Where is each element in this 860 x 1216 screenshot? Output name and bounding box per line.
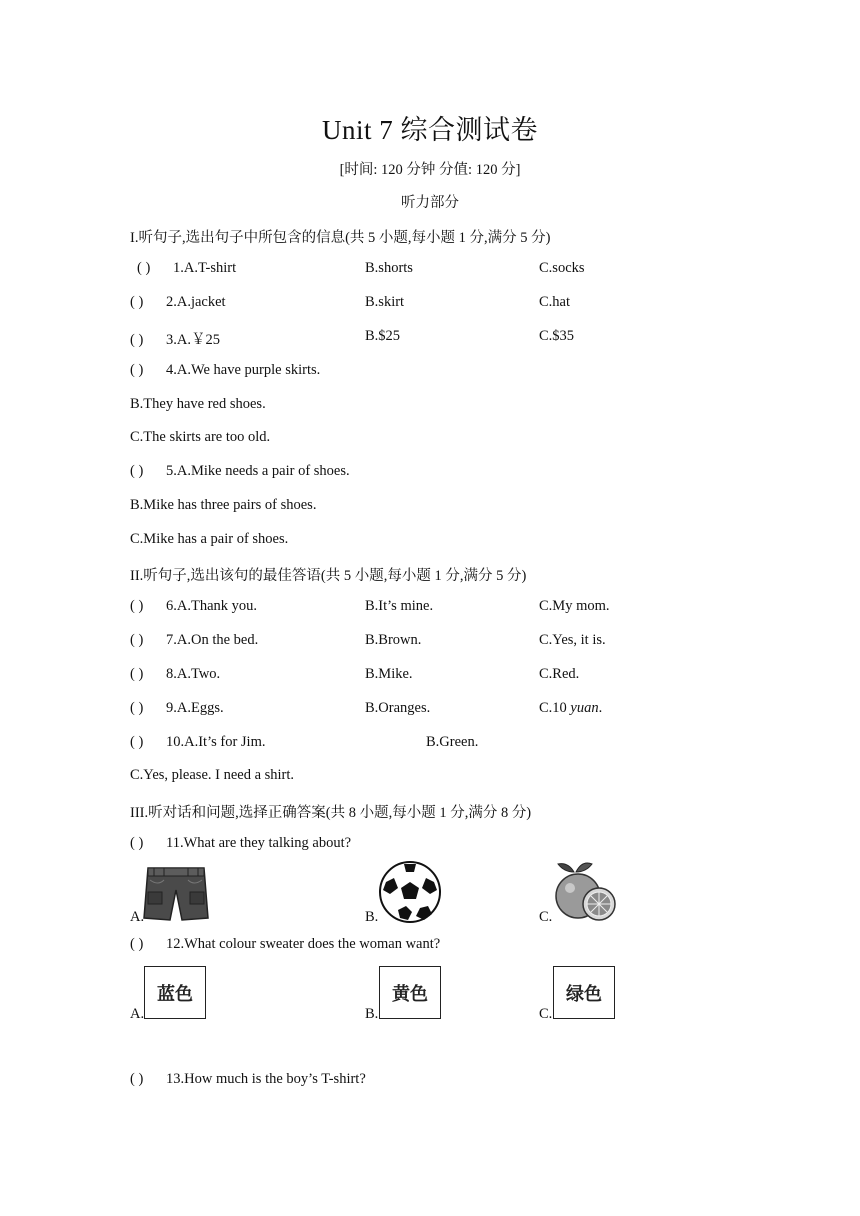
q8-option-c: C.Red. [539,666,580,682]
q5-option-b: B.Mike has three pairs of shoes. [130,497,317,513]
answer-blank[interactable]: ( ) [130,463,144,479]
q1-option-a: 1.A.T-shirt [173,260,237,276]
q12-option-a-label: A. [130,1006,145,1022]
q12-option-c-label: C. [539,1006,553,1022]
answer-blank[interactable]: ( ) [130,632,144,648]
part1-heading: I.听句子,选出句子中所包含的信息(共 5 小题,每小题 1 分,满分 5 分) [130,230,551,246]
exam-meta: [时间: 120 分钟 分值: 120 分] [339,162,521,178]
part3-heading: III.听对话和问题,选择正确答案(共 8 小题,每小题 1 分,满分 8 分) [130,805,532,821]
q9-option-c: C.10 yuan. [539,700,603,716]
orange-fruit-icon [552,858,618,924]
section-name: 听力部分 [401,195,459,211]
shorts-icon [142,864,210,924]
q2-stem [130,294,226,311]
q5-stem [130,463,350,480]
q10-stem [130,734,265,751]
q7-option-c: C.Yes, it is. [539,632,606,648]
q3-option-c: C.$35 [539,328,575,344]
q7-option-b: B.Brown. [365,632,422,648]
q2-option-b: B.skirt [365,294,405,310]
q8-option-b: B.Mike. [365,666,413,682]
q6-option-a: 6.A.Thank you. [166,598,258,614]
answer-blank[interactable]: ( ) [130,332,144,348]
q11-option-a-label: A. [130,909,145,925]
q6-option-b: B.It’s mine. [365,598,434,614]
answer-blank[interactable]: ( ) [130,835,144,851]
answer-blank[interactable]: ( ) [130,936,144,952]
q8-stem [130,666,220,683]
q8-option-a: 8.A.Two. [166,666,221,682]
q12-stem [130,936,440,953]
q3-stem [130,328,220,349]
answer-blank[interactable]: ( ) [130,294,144,310]
answer-blank[interactable]: ( ) [130,362,144,378]
q4-option-a: 4.A.We have purple skirts. [166,362,321,378]
color-card-green: 绿色 [553,966,615,1019]
q2-option-c: C.hat [539,294,571,310]
q7-stem [130,632,258,649]
q5-option-a: 5.A.Mike needs a pair of shoes. [166,463,350,479]
q6-stem [130,598,257,615]
q13-stem [130,1071,366,1088]
q2-option-a: 2.A.jacket [166,294,226,310]
q10-option-c: C.Yes, please. I need a shirt. [130,767,295,783]
q11-option-b-label: B. [365,909,379,925]
answer-blank[interactable]: ( ) [130,1071,144,1087]
q4-option-b: B.They have red shoes. [130,396,266,412]
q10-option-b: B.Green. [426,734,479,750]
q9-option-a: 9.A.Eggs. [166,700,224,716]
q12-question: 12.What colour sweater does the woman want? [166,936,441,952]
q4-stem [130,362,320,379]
answer-blank[interactable]: ( ) [137,260,151,276]
q11-stem [130,835,351,852]
page-title: Unit 7 综合测试卷 [321,115,538,145]
answer-blank[interactable]: ( ) [130,666,144,682]
q5-option-c: C.Mike has a pair of shoes. [130,531,289,547]
color-card-yellow: 黄色 [379,966,441,1019]
q4-option-c: C.The skirts are too old. [130,429,271,445]
q9-option-b: B.Oranges. [365,700,431,716]
q3-option-b: B.$25 [365,328,401,344]
q1-option-b: B.shorts [365,260,413,276]
part2-heading: II.听句子,选出该句的最佳答语(共 5 小题,每小题 1 分,满分 5 分) [130,568,527,584]
q1-option-c: C.socks [539,260,585,276]
q9-stem [130,700,224,717]
q10-option-a: 10.A.It’s for Jim. [166,734,266,750]
football-icon [378,860,442,924]
answer-blank[interactable]: ( ) [130,598,144,614]
answer-blank[interactable]: ( ) [130,734,144,750]
q12-option-b-label: B. [365,1006,379,1022]
answer-blank[interactable]: ( ) [130,700,144,716]
q7-option-a: 7.A.On the bed. [166,632,259,648]
q3-option-a: 3.A.￥25 [166,332,220,348]
q11-question: 11.What are they talking about? [166,835,352,851]
color-card-blue: 蓝色 [144,966,206,1019]
q1-stem [137,260,236,277]
q13-question: 13.How much is the boy’s T-shirt? [166,1071,366,1087]
q6-option-c: C.My mom. [539,598,610,614]
q11-option-c-label: C. [539,909,553,925]
